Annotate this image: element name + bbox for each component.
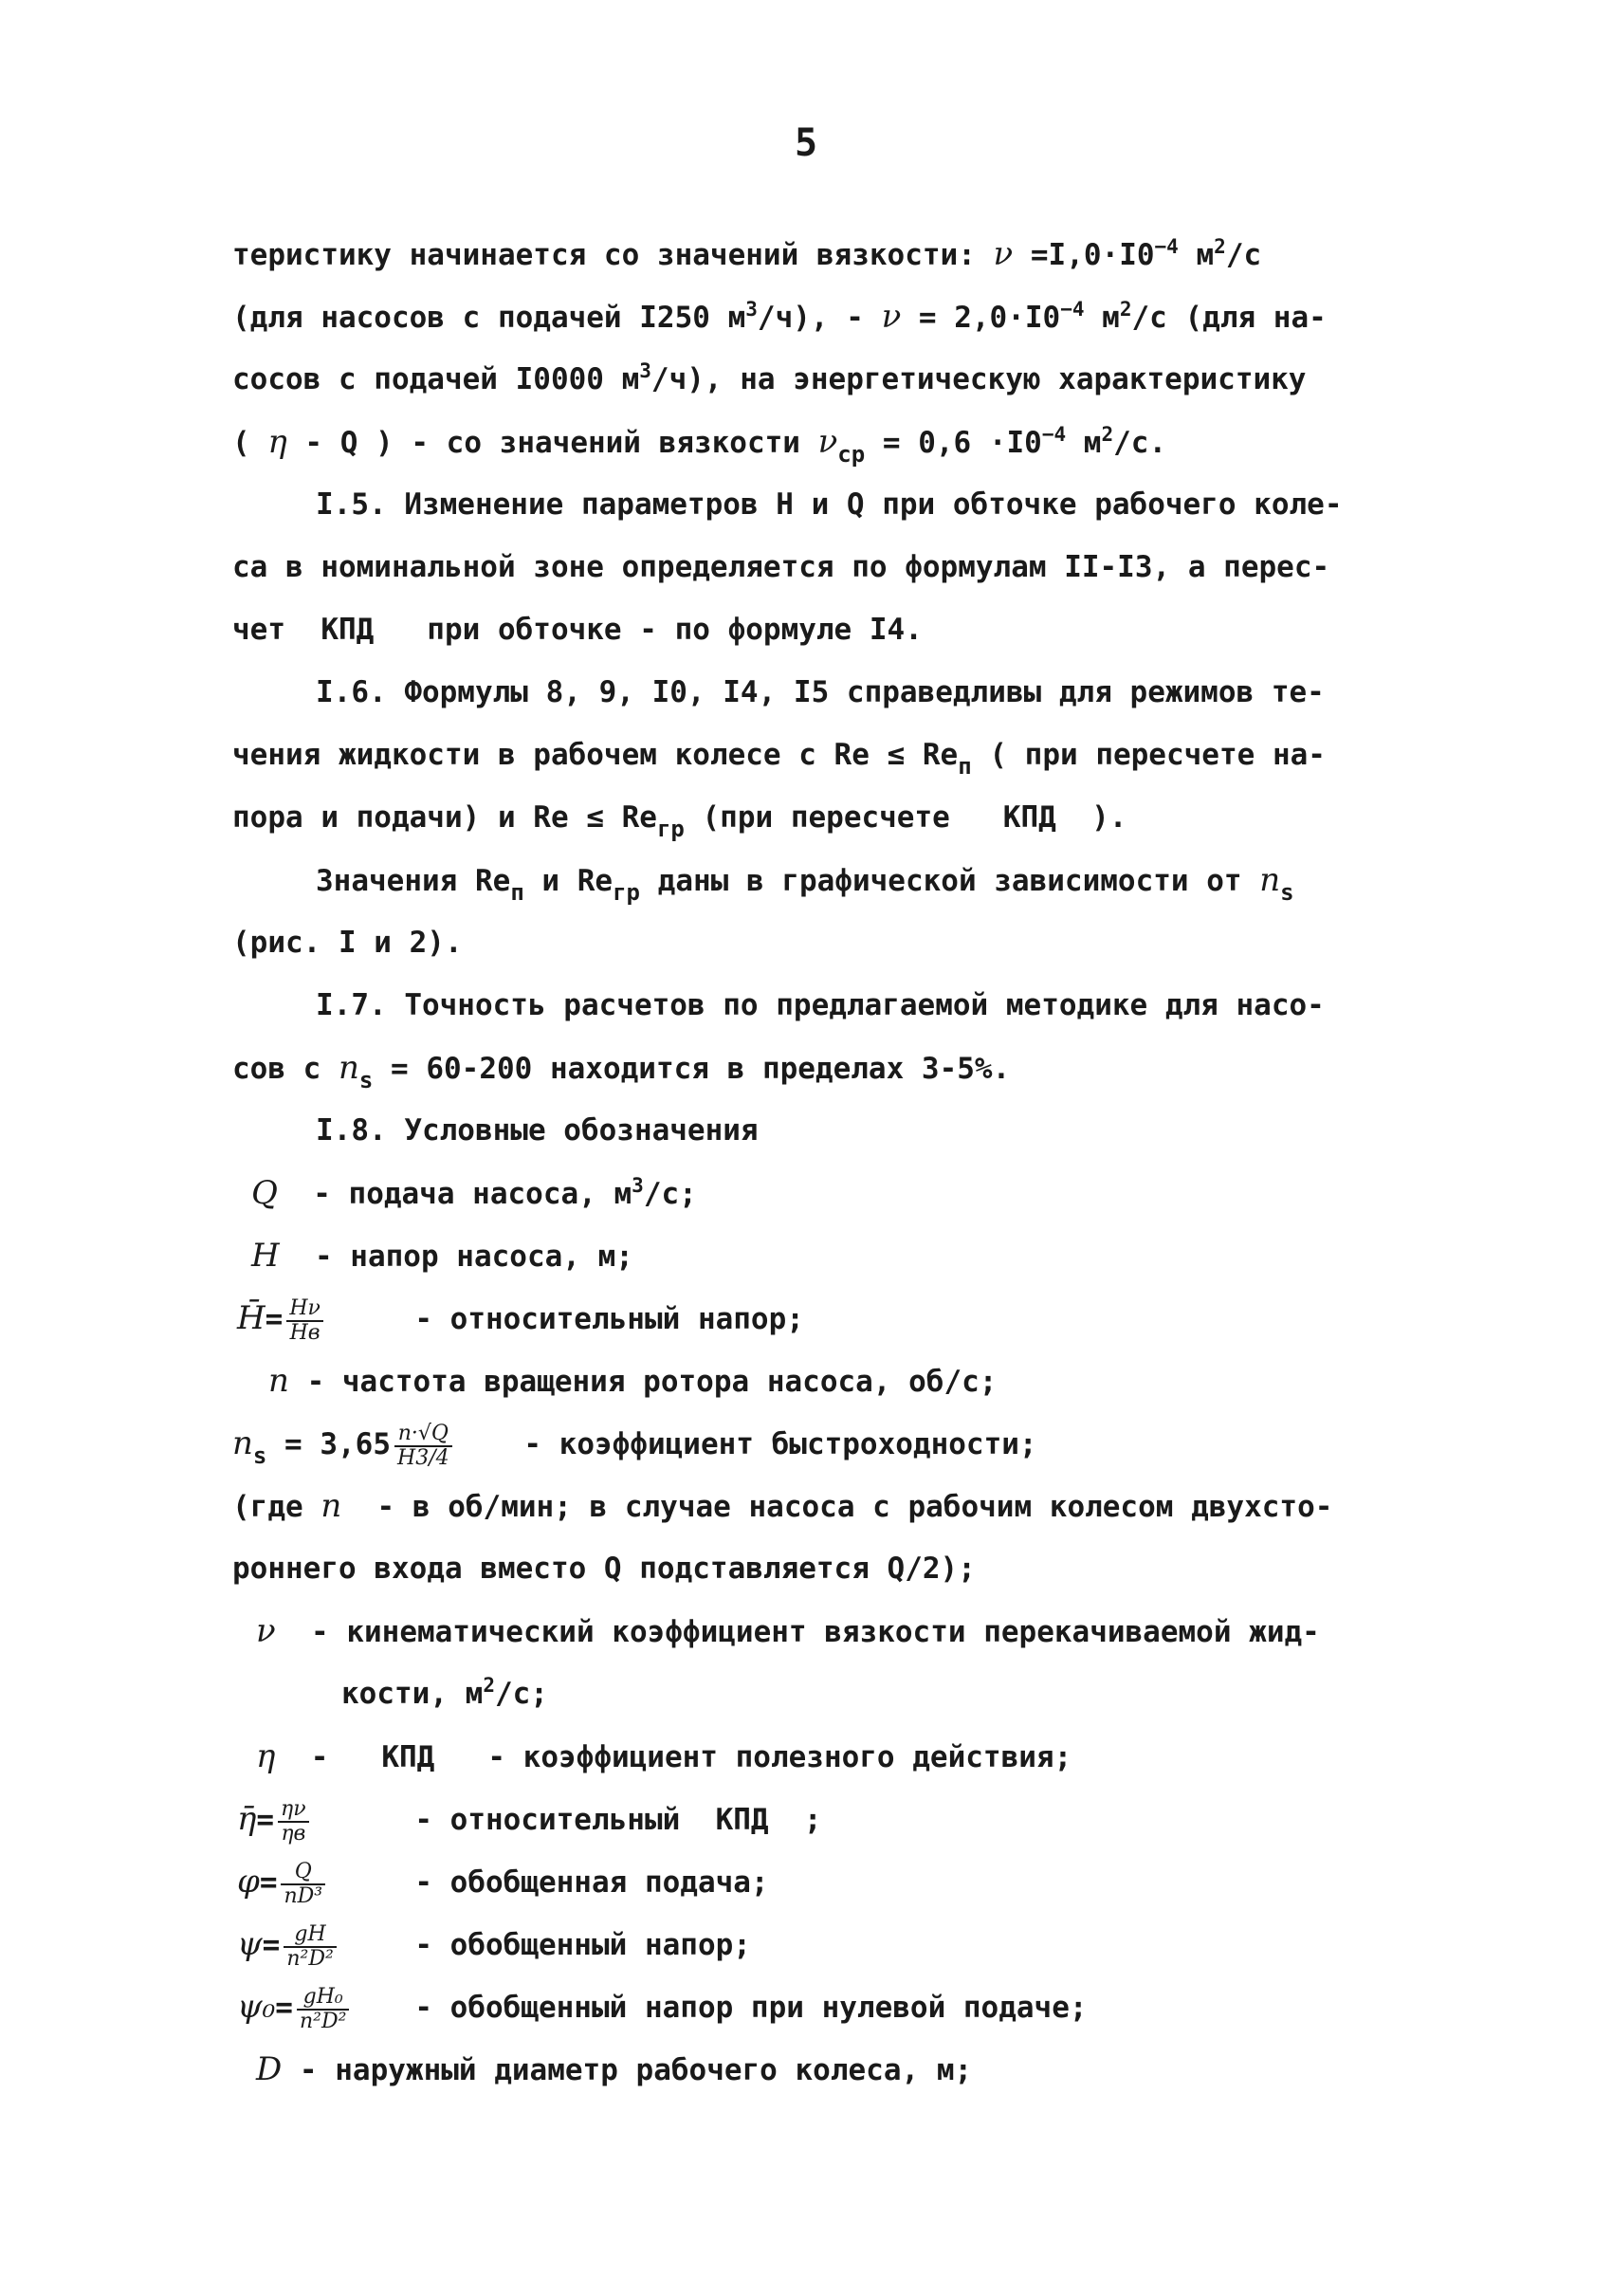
text-line: (для насосов с подачей I250 $м^3/ч$), - $\nu = 2,0\cdot I0^{-4}$ $м^2/с$ (для на- [232, 298, 1327, 336]
text-line: сосов с подачей I0000 $м^3/ч$), на энергетическую характеристику [232, 359, 1307, 396]
legend-item-etabar: η̄= $\frac{\eta\nu}{\eta в}$ - относительный КПД ; [237, 1796, 822, 1846]
text-line: Значения $Re_п$ и $Re_{гр}$ даны в графической зависимости от $n_s$ [316, 861, 1294, 906]
legend-item-psi0: ψ₀= $\frac{\text{gH₀}}{\text{n²D²}}$ - обобщенный напор при нулевой подаче; [237, 1984, 1088, 2033]
ns-fraction: $\frac{n\cdot√Q}{H3/4}$ [394, 1423, 452, 1470]
legend-note-line: роннего входа вместо Q подставляется Q/2); [232, 1552, 976, 1586]
text-line: са в номинальной зоне определяется по формулам II-I3, а перес- [232, 550, 1330, 584]
text-line: ( η - Q ) - со значений вязкости $\nu_{ср} = 0,6 \cdot I0^{-4}$ $м^2/с$. [232, 423, 1167, 468]
section-1-5-line: I.5. Изменение параметров H и Q при обточке рабочего коле- [316, 487, 1343, 522]
legend-item-n: n - частота вращения ротора насоса, об/с; [268, 1362, 998, 1400]
text-line: теристику начинается со значений вязкости: $\nu =I,0\cdot I0^{-4}$ $м^2/с$ [232, 235, 1262, 273]
psi-fraction: $\frac{gH}{\text{n²D²}}$ [284, 1923, 336, 1971]
text-line: (рис. I и 2). [232, 926, 463, 960]
page-number: 5 [794, 121, 818, 165]
text-line: сов с $n_s = 60-200$ находится в пределах 3-5%. [232, 1049, 1011, 1093]
section-1-6-line: I.6. Формулы 8, 9, I0, I4, I5 справедливы для режимов те- [316, 675, 1325, 709]
legend-item-hbar: H̄= $\frac{H\nu}{Hв}$ - относительный напор; [237, 1295, 804, 1345]
section-1-7-line: I.7. Точность расчетов по предлагаемой методике для насо- [316, 988, 1325, 1022]
text-line: чет КПД при обточке - по формуле I4. [232, 613, 923, 647]
legend-item-psi: ψ= $\frac{gH}{\text{n²D²}}$ - обобщенный напор; [237, 1921, 751, 1971]
legend-item-ns: $n_s = 3,65$ $\frac{n\cdot√Q}{H3/4}$ - коэффициент быстроходности; [232, 1421, 1037, 1470]
phi-fraction: $\frac{Q}{\text{nD³}}$ [281, 1861, 325, 1908]
legend-item-q: Q - подача насоса, $м^3/с$; [251, 1174, 697, 1212]
etabar-fraction: $\frac{\eta\nu}{\eta в}$ [278, 1798, 309, 1846]
legend-item-h: H - напор насоса, м; [251, 1237, 633, 1275]
page-body [232, 223, 1427, 2101]
legend-item-eta: η - КПД - коэффициент полезного действия; [256, 1737, 1072, 1775]
legend-item-nu: ν - кинематический коэффициент вязкости перекачиваемой жид- [256, 1612, 1320, 1650]
legend-item-phi: φ= $\frac{Q}{\text{nD³}}$ - обобщенная подача; [237, 1859, 769, 1908]
text-line: чения жидкости в рабочем колесе с $Re \le Re_п$ ( при пересчете на- [232, 738, 1326, 780]
legend-item-d: D - наружный диаметр рабочего колеса, м; [256, 2050, 973, 2088]
legend-note-line: (где n - в об/мин; в случае насоса с рабочим колесом двухсто- [232, 1487, 1333, 1525]
hbar-fraction: $\frac{H\nu}{Hв}$ [286, 1297, 323, 1345]
psi0-fraction: $\frac{\text{gH₀}}{\text{n²D²}}$ [297, 1986, 349, 2033]
text-line: пора и подачи) и $Re \le Re_{гр}$ (при пересчете КПД ). [232, 800, 1127, 842]
legend-item-nu-cont: кости, $м^2/с$; [341, 1674, 548, 1711]
section-1-8-heading: I.8. Условные обозначения [316, 1113, 759, 1148]
